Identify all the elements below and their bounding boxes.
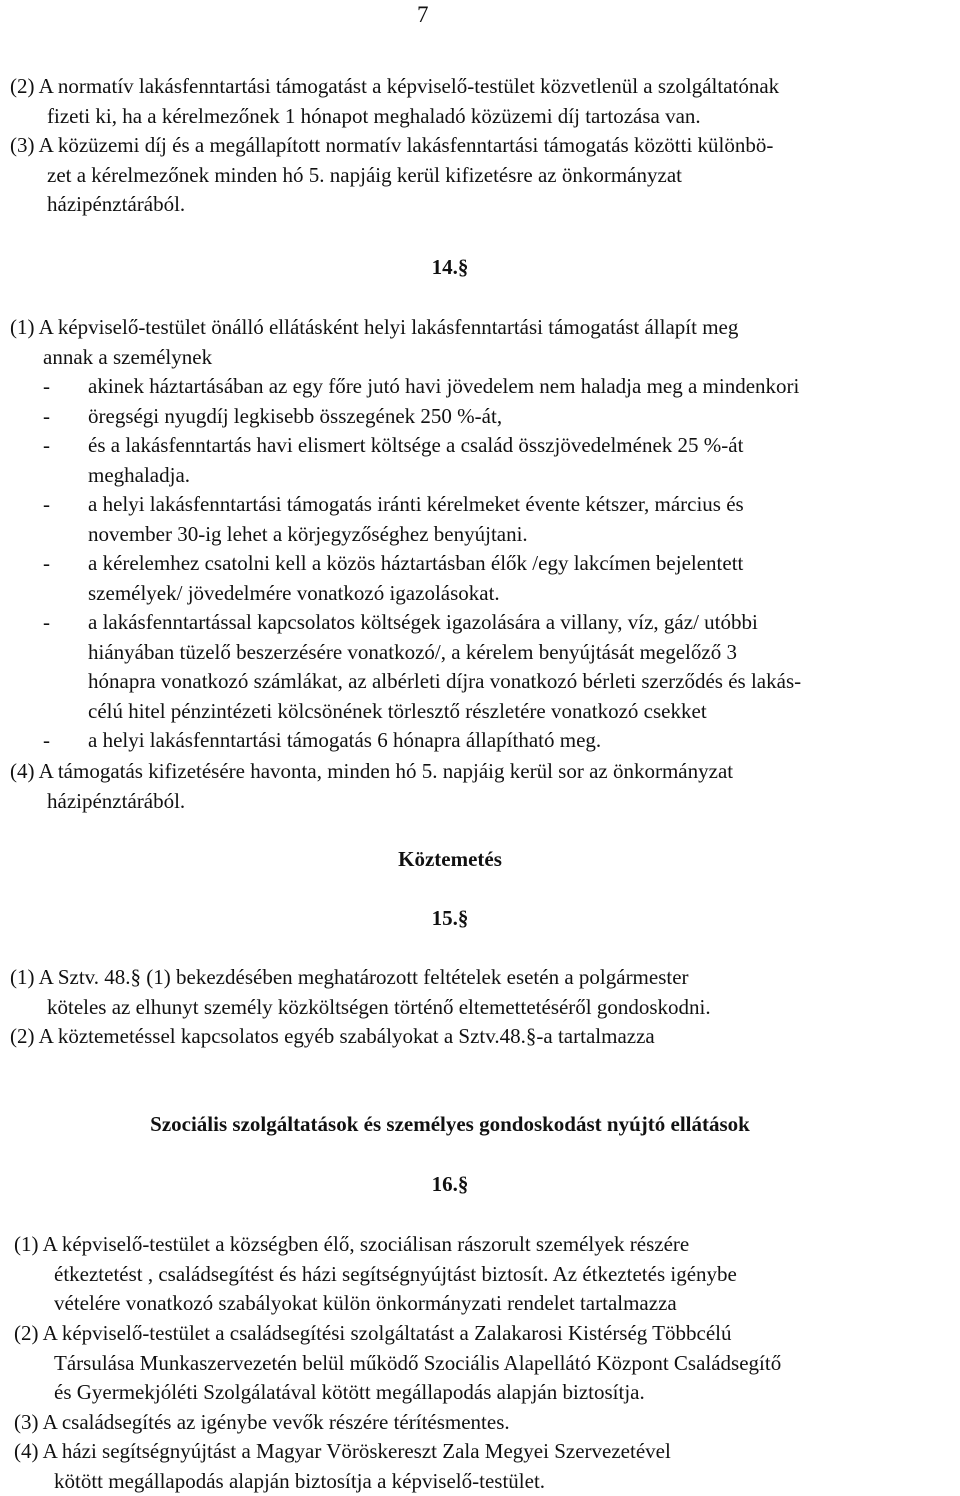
list-item (43, 490, 801, 549)
text-line: november 30-ig lehet a körjegyzőséghez benyújtani. (88, 521, 528, 546)
text-line: (1) A Sztv. 48.§ (1) bekezdésében meghatározott feltételek esetén a polgármester (10, 965, 689, 989)
bullet-dash: - (43, 492, 50, 516)
text-line: annak a személynek (43, 344, 213, 369)
list-item (43, 549, 801, 608)
bullet-dash: - (43, 551, 50, 575)
text-line: házipénztárából. (47, 788, 186, 813)
list-item (43, 608, 801, 726)
text-line: kötött megállapodás alapján biztosítja a képviselő-testület. (54, 1468, 546, 1493)
koztemetes-title: Köztemetés (398, 847, 502, 871)
bullet-dash: - (43, 433, 50, 457)
text-line: (3) A közüzemi díj és a megállapított normatív lakásfenntartási támogatás közötti különbö- (10, 133, 774, 157)
text-line: (1) A képviselő-testület a községben élő, szociálisan rászorult személyek részére (14, 1232, 690, 1256)
text-line: (2) A képviselő-testület a családsegítési szolgáltatást a Zalakarosi Kistérség Többcélú (14, 1321, 732, 1345)
section-14-paragraph-1 (10, 313, 738, 372)
text-line: (1) A képviselő-testület önálló ellátásként helyi lakásfenntartási támogatást állapít meg (10, 315, 739, 339)
section-14-bullet-list (43, 372, 801, 756)
page-number: 7 (417, 2, 429, 27)
text-line: személyek/ jövedelmére vonatkozó igazolásokat. (88, 580, 500, 605)
text-line: (3) A családsegítés az igénybe vevők részére térítésmentes. (14, 1410, 510, 1434)
section-15-paragraph-1 (10, 963, 711, 1022)
section-15-heading: 15.§ (431, 906, 469, 930)
text-line: étkeztetést , családsegítést és házi segítségnyújtást biztosít. Az étkeztetés igénybe (54, 1261, 737, 1286)
text-line: (4) A házi segítségnyújtást a Magyar Vöröskereszt Zala Megyei Szervezetével (14, 1439, 671, 1463)
section-14-paragraph-4 (10, 757, 733, 816)
list-item (43, 726, 801, 756)
bullet-dash: - (43, 728, 50, 752)
section-16-heading: 16.§ (431, 1172, 469, 1196)
text-line: a helyi lakásfenntartási támogatás iránti kérelmeket évente kétszer, március és (88, 492, 744, 516)
text-line: köteles az elhunyt személy közköltségen történő eltemettetéséről gondoskodni. (47, 994, 711, 1019)
text-line: házipénztárából. (47, 192, 186, 216)
text-line: (4) A támogatás kifizetésére havonta, minden hó 5. napjáig kerül sor az önkormányzat (10, 759, 734, 783)
text-line: fizeti ki, ha a kérelmezőnek 1 hónapot meghaladó közüzemi díj tartozása van. (47, 103, 701, 128)
text-line: a lakásfenntartással kapcsolatos költségek igazolására a villany, víz, gáz/ utóbbi (88, 610, 758, 634)
bullet-dash: - (43, 374, 50, 398)
text-line: vételére vonatkozó szabályokat külön önkormányzati rendelet tartalmazza (54, 1291, 677, 1315)
list-item (43, 431, 801, 490)
text-line: akinek háztartásában az egy főre jutó havi jövedelem nem haladja meg a mindenkori (88, 374, 800, 398)
text-line: öregségi nyugdíj legkisebb összegének 250 %-át, (88, 403, 503, 428)
szocialis-title: Szociális szolgáltatások és személyes gondoskodást nyújtó ellátások (150, 1112, 750, 1136)
section-13-paragraph-2 (10, 72, 779, 131)
text-line: (2) A köztemetéssel kapcsolatos egyéb szabályokat a Sztv.48.§-a tartalmazza (10, 1024, 655, 1048)
text-line: (2) A normatív lakásfenntartási támogatást a képviselő-testület közvetlenül a szolgáltatónak (10, 74, 780, 98)
list-item (43, 402, 801, 432)
text-line: célú hitel pénzintézeti kölcsönének törlesztő részletére vonatkozó csekket (88, 698, 707, 723)
text-line: és Gyermekjóléti Szolgálatával kötött megállapodás alapján biztosítja. (54, 1380, 645, 1404)
text-line: zet a kérelmezőnek minden hó 5. napjáig kerül kifizetésre az önkormányzat (47, 162, 682, 187)
list-item (43, 372, 801, 402)
section-14-heading: 14.§ (431, 255, 469, 279)
section-16-paragraph-1 (14, 1230, 737, 1319)
bullet-dash: - (43, 403, 50, 428)
section-15-paragraph-2 (10, 1022, 655, 1052)
text-line: a kérelemhez csatolni kell a közös háztartásban élők /egy lakcímen bejelentett (88, 551, 744, 575)
text-line: hónapra vonatkozó számlákat, az albérleti díjra vonatkozó bérleti szerződés és lakás- (88, 669, 802, 693)
text-line: Társulása Munkaszervezetén belül működő Szociális Alapellátó Központ Családsegítő (54, 1350, 782, 1375)
section-16-paragraph-3 (14, 1408, 510, 1438)
section-13-paragraph-3 (10, 131, 773, 220)
text-line: a helyi lakásfenntartási támogatás 6 hónapra állapítható meg. (88, 728, 602, 752)
section-16-paragraph-2 (14, 1319, 781, 1408)
text-line: meghaladja. (88, 462, 191, 487)
text-line: és a lakásfenntartás havi elismert költsége a család összjövedelmének 25 %-át (88, 433, 744, 457)
section-16-paragraph-4 (14, 1437, 671, 1496)
bullet-dash: - (43, 610, 50, 634)
text-line: hiányában tüzelő beszerzésére vonatkozó/, a kérelem benyújtását megelőző 3 (88, 639, 737, 664)
